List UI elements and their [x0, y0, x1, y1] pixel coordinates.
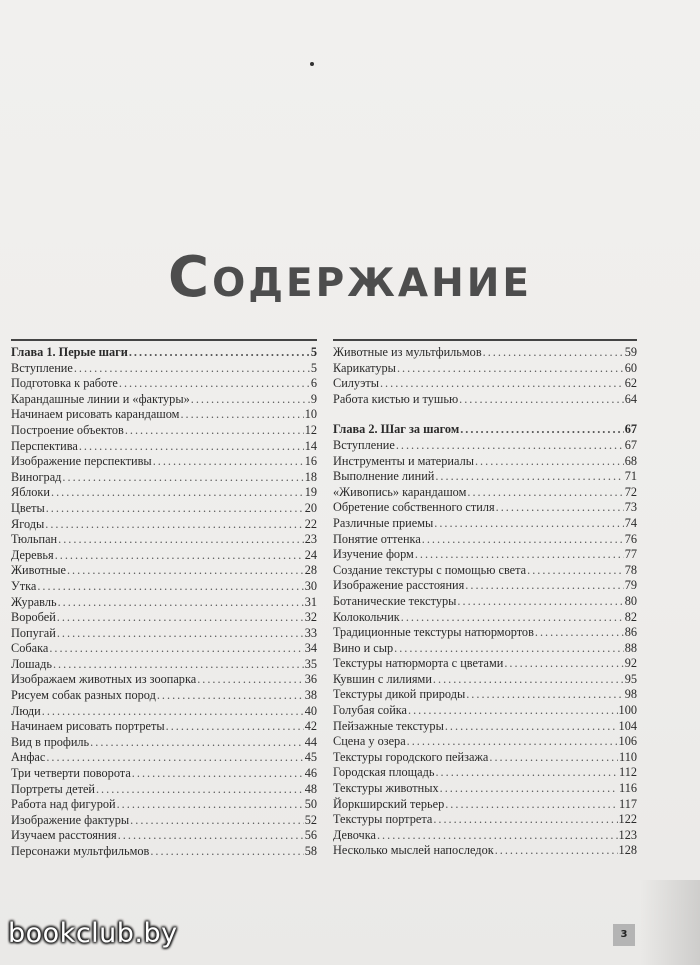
toc-dot-leader [79, 439, 304, 455]
toc-entry-page: 64 [624, 391, 637, 406]
toc-entry-page: 68 [624, 453, 637, 468]
toc-entry-title: Яблоки [11, 485, 50, 500]
toc-entry [11, 750, 317, 766]
toc-entry-page: 40 [304, 703, 317, 718]
toc-entry-title: Изучаем расстояния [11, 828, 117, 843]
toc-dot-leader [496, 500, 624, 516]
toc-dot-leader [465, 578, 623, 594]
toc-entry [11, 813, 317, 829]
page-number: 3 [613, 924, 635, 946]
toc-entry-title: Сцена у озера [333, 734, 406, 749]
toc-dot-leader [46, 750, 303, 766]
page-edge-shadow [640, 880, 700, 965]
toc-dot-leader [53, 657, 304, 673]
toc-entry [333, 438, 637, 454]
page-title: Содержание [167, 245, 533, 310]
toc-entry-title: Перспектива [11, 438, 78, 453]
toc-entry-title: Изображаем животных из зоопарка [11, 672, 197, 687]
toc-entry-page: 74 [624, 515, 637, 530]
toc-entry [333, 500, 637, 516]
toc-entry [333, 843, 637, 859]
toc-entry-title: Текстуры животных [333, 781, 439, 796]
toc-entry-title: Голубая сойка [333, 703, 408, 718]
toc-entry-title: Создание текстуры с помощью света [333, 562, 527, 577]
toc-entry-title: Анфас [11, 750, 46, 765]
toc-entry-page: 6 [310, 376, 317, 391]
toc-entry-page: 76 [624, 531, 637, 546]
toc-entry-title: Выполнение линий [333, 469, 435, 484]
toc-entry [11, 735, 317, 751]
toc-chapter-entry [11, 345, 317, 361]
toc-dot-leader [435, 469, 623, 485]
toc-entry-page: 46 [304, 766, 317, 781]
toc-dot-leader [180, 407, 303, 423]
toc-entry [333, 345, 637, 361]
toc-entry-title: Три четверти поворота [11, 766, 131, 781]
toc-entry-title: Работа над фигурой [11, 797, 116, 812]
toc-entry [11, 454, 317, 470]
toc-entry-title: Девочка [333, 827, 376, 842]
toc-entry-page: 5 [310, 345, 317, 359]
toc-entry-title: Журавль [11, 594, 57, 609]
toc-entry [333, 750, 637, 766]
toc-dot-leader [467, 485, 623, 501]
toc-entry-page: 5 [310, 360, 317, 375]
toc-entry [333, 765, 637, 781]
toc-entry [11, 485, 317, 501]
toc-entry-page: 9 [310, 391, 317, 406]
toc-entry-page: 48 [304, 781, 317, 796]
toc-entry [11, 423, 317, 439]
toc-entry-page: 58 [304, 844, 317, 858]
toc-dot-leader [459, 392, 624, 408]
toc-entry-title: Вино и сыр [333, 640, 394, 655]
toc-entry-title: Начинаем рисовать карандашом [11, 407, 180, 422]
toc-entry-title: Обретение собственного стиля [333, 500, 495, 515]
toc-dot-leader [46, 501, 304, 517]
toc-entry-page: 82 [624, 609, 637, 624]
toc-entry [333, 547, 637, 563]
toc-entry [333, 641, 637, 657]
toc-dot-leader [42, 704, 304, 720]
toc-entry [333, 516, 637, 532]
toc-dot-leader [197, 672, 304, 688]
toc-entry [11, 548, 317, 564]
toc-entry-title: Карандашные линии и «фактуры» [11, 391, 190, 406]
toc-entry-page: 60 [624, 360, 637, 375]
toc-dot-leader [166, 719, 304, 735]
toc-entry [333, 392, 637, 408]
toc-entry [11, 610, 317, 626]
toc-entry-page: 16 [304, 454, 317, 469]
toc-entry [333, 734, 637, 750]
toc-dot-leader [394, 641, 624, 657]
toc-entry-title: Попугай [11, 625, 56, 640]
toc-entry-page: 42 [304, 719, 317, 734]
toc-dot-leader [434, 516, 623, 532]
toc-dot-leader [119, 376, 310, 392]
right-column-rule [333, 339, 637, 341]
toc-entry [11, 470, 317, 486]
toc-entry-title: Построение объектов [11, 422, 124, 437]
toc-entry-page: 62 [624, 376, 637, 391]
toc-entry-page: 92 [624, 656, 637, 671]
toc-dot-leader [415, 547, 624, 563]
toc-entry-page: 24 [304, 547, 317, 562]
toc-entry-title: Начинаем рисовать портреты [11, 719, 165, 734]
toc-dot-leader [132, 766, 304, 782]
toc-dot-leader [422, 532, 624, 548]
toc-dot-leader [130, 813, 304, 829]
toc-entry [333, 594, 637, 610]
toc-entry-title: Персонажи мультфильмов [11, 844, 150, 858]
toc-left-column [11, 345, 317, 860]
toc-entry [11, 672, 317, 688]
toc-dot-leader [150, 844, 303, 860]
toc-entry [333, 781, 637, 797]
toc-dot-leader [62, 470, 303, 486]
toc-entry [11, 595, 317, 611]
toc-dot-leader [117, 797, 304, 813]
toc-entry-title: Вид в профиль [11, 734, 90, 749]
toc-entry-title: Виноград [11, 469, 62, 484]
toc-dot-leader [118, 828, 304, 844]
toc-entry-page: 116 [619, 781, 637, 796]
toc-dot-leader [396, 438, 624, 454]
toc-entry [11, 641, 317, 657]
toc-dot-leader [58, 595, 304, 611]
toc-entry [333, 812, 637, 828]
watermark-logo: bookclub.by [8, 918, 178, 949]
toc-entry-page: 104 [618, 718, 637, 733]
toc-right-column [333, 345, 637, 859]
toc-entry-title: Вступление [11, 360, 73, 375]
toc-entry-page: 67 [624, 437, 637, 452]
toc-entry-page: 71 [624, 469, 637, 484]
toc-entry-title: Традиционные текстуры натюрмортов [333, 625, 534, 640]
toc-dot-leader [57, 610, 304, 626]
toc-entry-title: Рисуем собак разных пород [11, 688, 156, 703]
toc-dot-leader [433, 812, 617, 828]
toc-entry-page: 77 [624, 547, 637, 562]
toc-entry [11, 392, 317, 408]
toc-dot-leader [58, 532, 304, 548]
toc-entry-title: Карикатуры [333, 360, 396, 375]
toc-dot-leader [466, 687, 623, 703]
toc-right-bottom-group [333, 422, 637, 859]
toc-entry-page: 112 [619, 765, 637, 780]
print-dot [310, 62, 314, 66]
toc-dot-leader [157, 688, 304, 704]
toc-entry-title: Ягоды [11, 516, 45, 531]
toc-entry-title: Изучение форм [333, 547, 414, 562]
toc-entry-title: Ботанические текстуры [333, 593, 457, 608]
toc-entry [333, 532, 637, 548]
toc-dot-leader [380, 376, 624, 392]
toc-entry [333, 563, 637, 579]
toc-entry [333, 656, 637, 672]
toc-dot-leader [67, 563, 304, 579]
toc-entry [11, 719, 317, 735]
toc-entry-title: Животные из мультфильмов [333, 345, 482, 359]
toc-dot-leader [489, 750, 618, 766]
toc-entry-title: Силуэты [333, 376, 379, 391]
toc-entry-page: 30 [304, 578, 317, 593]
toc-entry-page: 34 [304, 641, 317, 656]
toc-entry-page: 88 [624, 640, 637, 655]
toc-dot-leader [49, 641, 303, 657]
toc-entry [11, 532, 317, 548]
toc-entry [333, 610, 637, 626]
toc-dot-leader [397, 361, 624, 377]
toc-dot-leader [408, 703, 618, 719]
toc-entry [11, 704, 317, 720]
toc-dot-leader [96, 782, 304, 798]
toc-entry-title: Люди [11, 703, 41, 718]
toc-right-top-group [333, 345, 637, 407]
toc-entry [333, 828, 637, 844]
chapter-gap [333, 407, 637, 422]
toc-entry-page: 18 [304, 469, 317, 484]
toc-entry-page: 35 [304, 656, 317, 671]
toc-entry-title: Различные приемы [333, 515, 434, 530]
toc-entry [11, 501, 317, 517]
toc-entry [333, 376, 637, 392]
toc-entry-page: 32 [304, 610, 317, 625]
toc-entry-title: Утка [11, 578, 37, 593]
toc-entry-title: Пейзажные текстуры [333, 718, 444, 733]
toc-entry-title: Животные [11, 563, 66, 578]
toc-dot-leader [153, 454, 304, 470]
toc-entry [11, 657, 317, 673]
toc-entry-title: Кувшин с лилиями [333, 671, 432, 686]
toc-dot-leader [55, 548, 304, 564]
toc-entry-page: 59 [624, 345, 637, 359]
toc-entry-title: Подготовка к работе [11, 376, 118, 391]
toc-entry-title: Изображение фактуры [11, 812, 130, 827]
toc-dot-leader [191, 392, 310, 408]
toc-entry-page: 78 [624, 562, 637, 577]
toc-entry-title: «Живопись» карандашом [333, 484, 467, 499]
toc-entry-page: 33 [304, 625, 317, 640]
toc-entry-title: Собака [11, 641, 49, 656]
toc-entry-title: Понятие оттенка [333, 531, 421, 546]
toc-entry-title: Инструменты и материалы [333, 453, 474, 468]
toc-entry [11, 563, 317, 579]
toc-entry-page: 23 [304, 532, 317, 547]
toc-entry [333, 687, 637, 703]
toc-entry-page: 12 [304, 422, 317, 437]
toc-entry [333, 703, 637, 719]
toc-entry-page: 22 [304, 516, 317, 531]
toc-entry [11, 376, 317, 392]
toc-entry [333, 454, 637, 470]
toc-entry [11, 361, 317, 377]
toc-entry-title: Цветы [11, 500, 45, 515]
left-column-rule [11, 339, 317, 341]
toc-dot-leader [57, 626, 304, 642]
toc-entry-page: 79 [624, 578, 637, 593]
toc-entry-title: Йоркширский терьер [333, 796, 445, 811]
toc-chapter-entry [333, 422, 637, 438]
toc-entry-title: Несколько мыслей напоследок [333, 843, 494, 858]
toc-dot-leader [504, 656, 623, 672]
toc-entry-page: 86 [624, 625, 637, 640]
toc-entry [11, 517, 317, 533]
toc-entry-page: 73 [624, 500, 637, 515]
toc-entry [333, 578, 637, 594]
toc-entry-title: Тюльпан [11, 532, 58, 547]
toc-entry-page: 38 [304, 688, 317, 703]
toc-entry [11, 407, 317, 423]
toc-entry-page: 36 [304, 672, 317, 687]
toc-entry [333, 672, 637, 688]
toc-entry-page: 19 [304, 485, 317, 500]
toc-entry-page: 20 [304, 500, 317, 515]
toc-entry [333, 485, 637, 501]
toc-entry [11, 828, 317, 844]
toc-dot-leader [445, 797, 618, 813]
toc-entry-page: 10 [304, 407, 317, 422]
toc-entry-page: 28 [304, 563, 317, 578]
toc-entry-page: 31 [304, 594, 317, 609]
toc-dot-leader [483, 345, 624, 361]
toc-entry-title: Колокольчик [333, 609, 400, 624]
toc-dot-leader [51, 485, 304, 501]
toc-entry-page: 117 [619, 796, 637, 811]
toc-entry [11, 797, 317, 813]
toc-entry-page: 72 [624, 484, 637, 499]
toc-entry-page: 128 [618, 843, 637, 858]
toc-entry-page: 95 [624, 671, 637, 686]
toc-entry-title: Глава 1. Перые шаги [11, 345, 128, 359]
toc-entry-title: Вступление [333, 437, 395, 452]
toc-dot-leader [74, 361, 310, 377]
toc-entry-page: 110 [619, 749, 637, 764]
toc-entry-page: 98 [624, 687, 637, 702]
toc-entry [11, 782, 317, 798]
toc-entry-page: 122 [618, 812, 637, 827]
toc-entry-title: Изображение перспективы [11, 454, 152, 469]
toc-entry-page: 123 [618, 827, 637, 842]
toc-entry-title: Текстуры портрета [333, 812, 433, 827]
toc-entry-page: 14 [304, 438, 317, 453]
toc-dot-leader [407, 734, 618, 750]
toc-dot-leader [90, 735, 304, 751]
toc-entry [11, 844, 317, 860]
toc-entry-title: Изображение расстояния [333, 578, 465, 593]
toc-entry [11, 626, 317, 642]
toc-dot-leader [445, 719, 618, 735]
toc-entry [11, 439, 317, 455]
toc-dot-leader [495, 843, 618, 859]
toc-entry-title: Текстуры натюрморта с цветами [333, 656, 504, 671]
toc-entry-page: 80 [624, 593, 637, 608]
toc-dot-leader [435, 765, 618, 781]
toc-entry [333, 625, 637, 641]
toc-entry [333, 469, 637, 485]
toc-dot-leader [129, 345, 310, 361]
toc-entry [333, 719, 637, 735]
toc-dot-leader [527, 563, 624, 579]
toc-dot-leader [440, 781, 618, 797]
toc-dot-leader [125, 423, 304, 439]
toc-entry-title: Воробей [11, 610, 56, 625]
toc-dot-leader [37, 579, 303, 595]
toc-entry-page: 56 [304, 828, 317, 843]
toc-entry-page: 67 [624, 422, 637, 437]
toc-entry [11, 688, 317, 704]
toc-entry-title: Работа кистью и тушью [333, 391, 459, 406]
toc-entry-page: 44 [304, 734, 317, 749]
toc-entry-title: Глава 2. Шаг за шагом [333, 422, 460, 437]
toc-entry-page: 45 [304, 750, 317, 765]
toc-dot-leader [460, 422, 623, 438]
toc-entry-page: 106 [618, 734, 637, 749]
toc-entry-title: Портреты детей [11, 781, 95, 796]
toc-dot-leader [401, 610, 624, 626]
toc-entry-page: 50 [304, 797, 317, 812]
toc-dot-leader [535, 625, 624, 641]
toc-entry-title: Текстуры городского пейзажа [333, 749, 489, 764]
toc-dot-leader [377, 828, 618, 844]
toc-entry-title: Деревья [11, 547, 54, 562]
toc-dot-leader [45, 517, 303, 533]
toc-entry-title: Лошадь [11, 656, 52, 671]
toc-dot-leader [475, 454, 624, 470]
toc-entry-page: 100 [618, 703, 637, 718]
toc-entry [333, 797, 637, 813]
toc-entry [11, 766, 317, 782]
toc-entry-title: Текстуры дикой природы [333, 687, 466, 702]
toc-dot-leader [433, 672, 624, 688]
toc-entry-title: Городская площадь [333, 765, 435, 780]
toc-entry [333, 361, 637, 377]
toc-dot-leader [457, 594, 623, 610]
toc-entry [11, 579, 317, 595]
toc-entry-page: 52 [304, 812, 317, 827]
